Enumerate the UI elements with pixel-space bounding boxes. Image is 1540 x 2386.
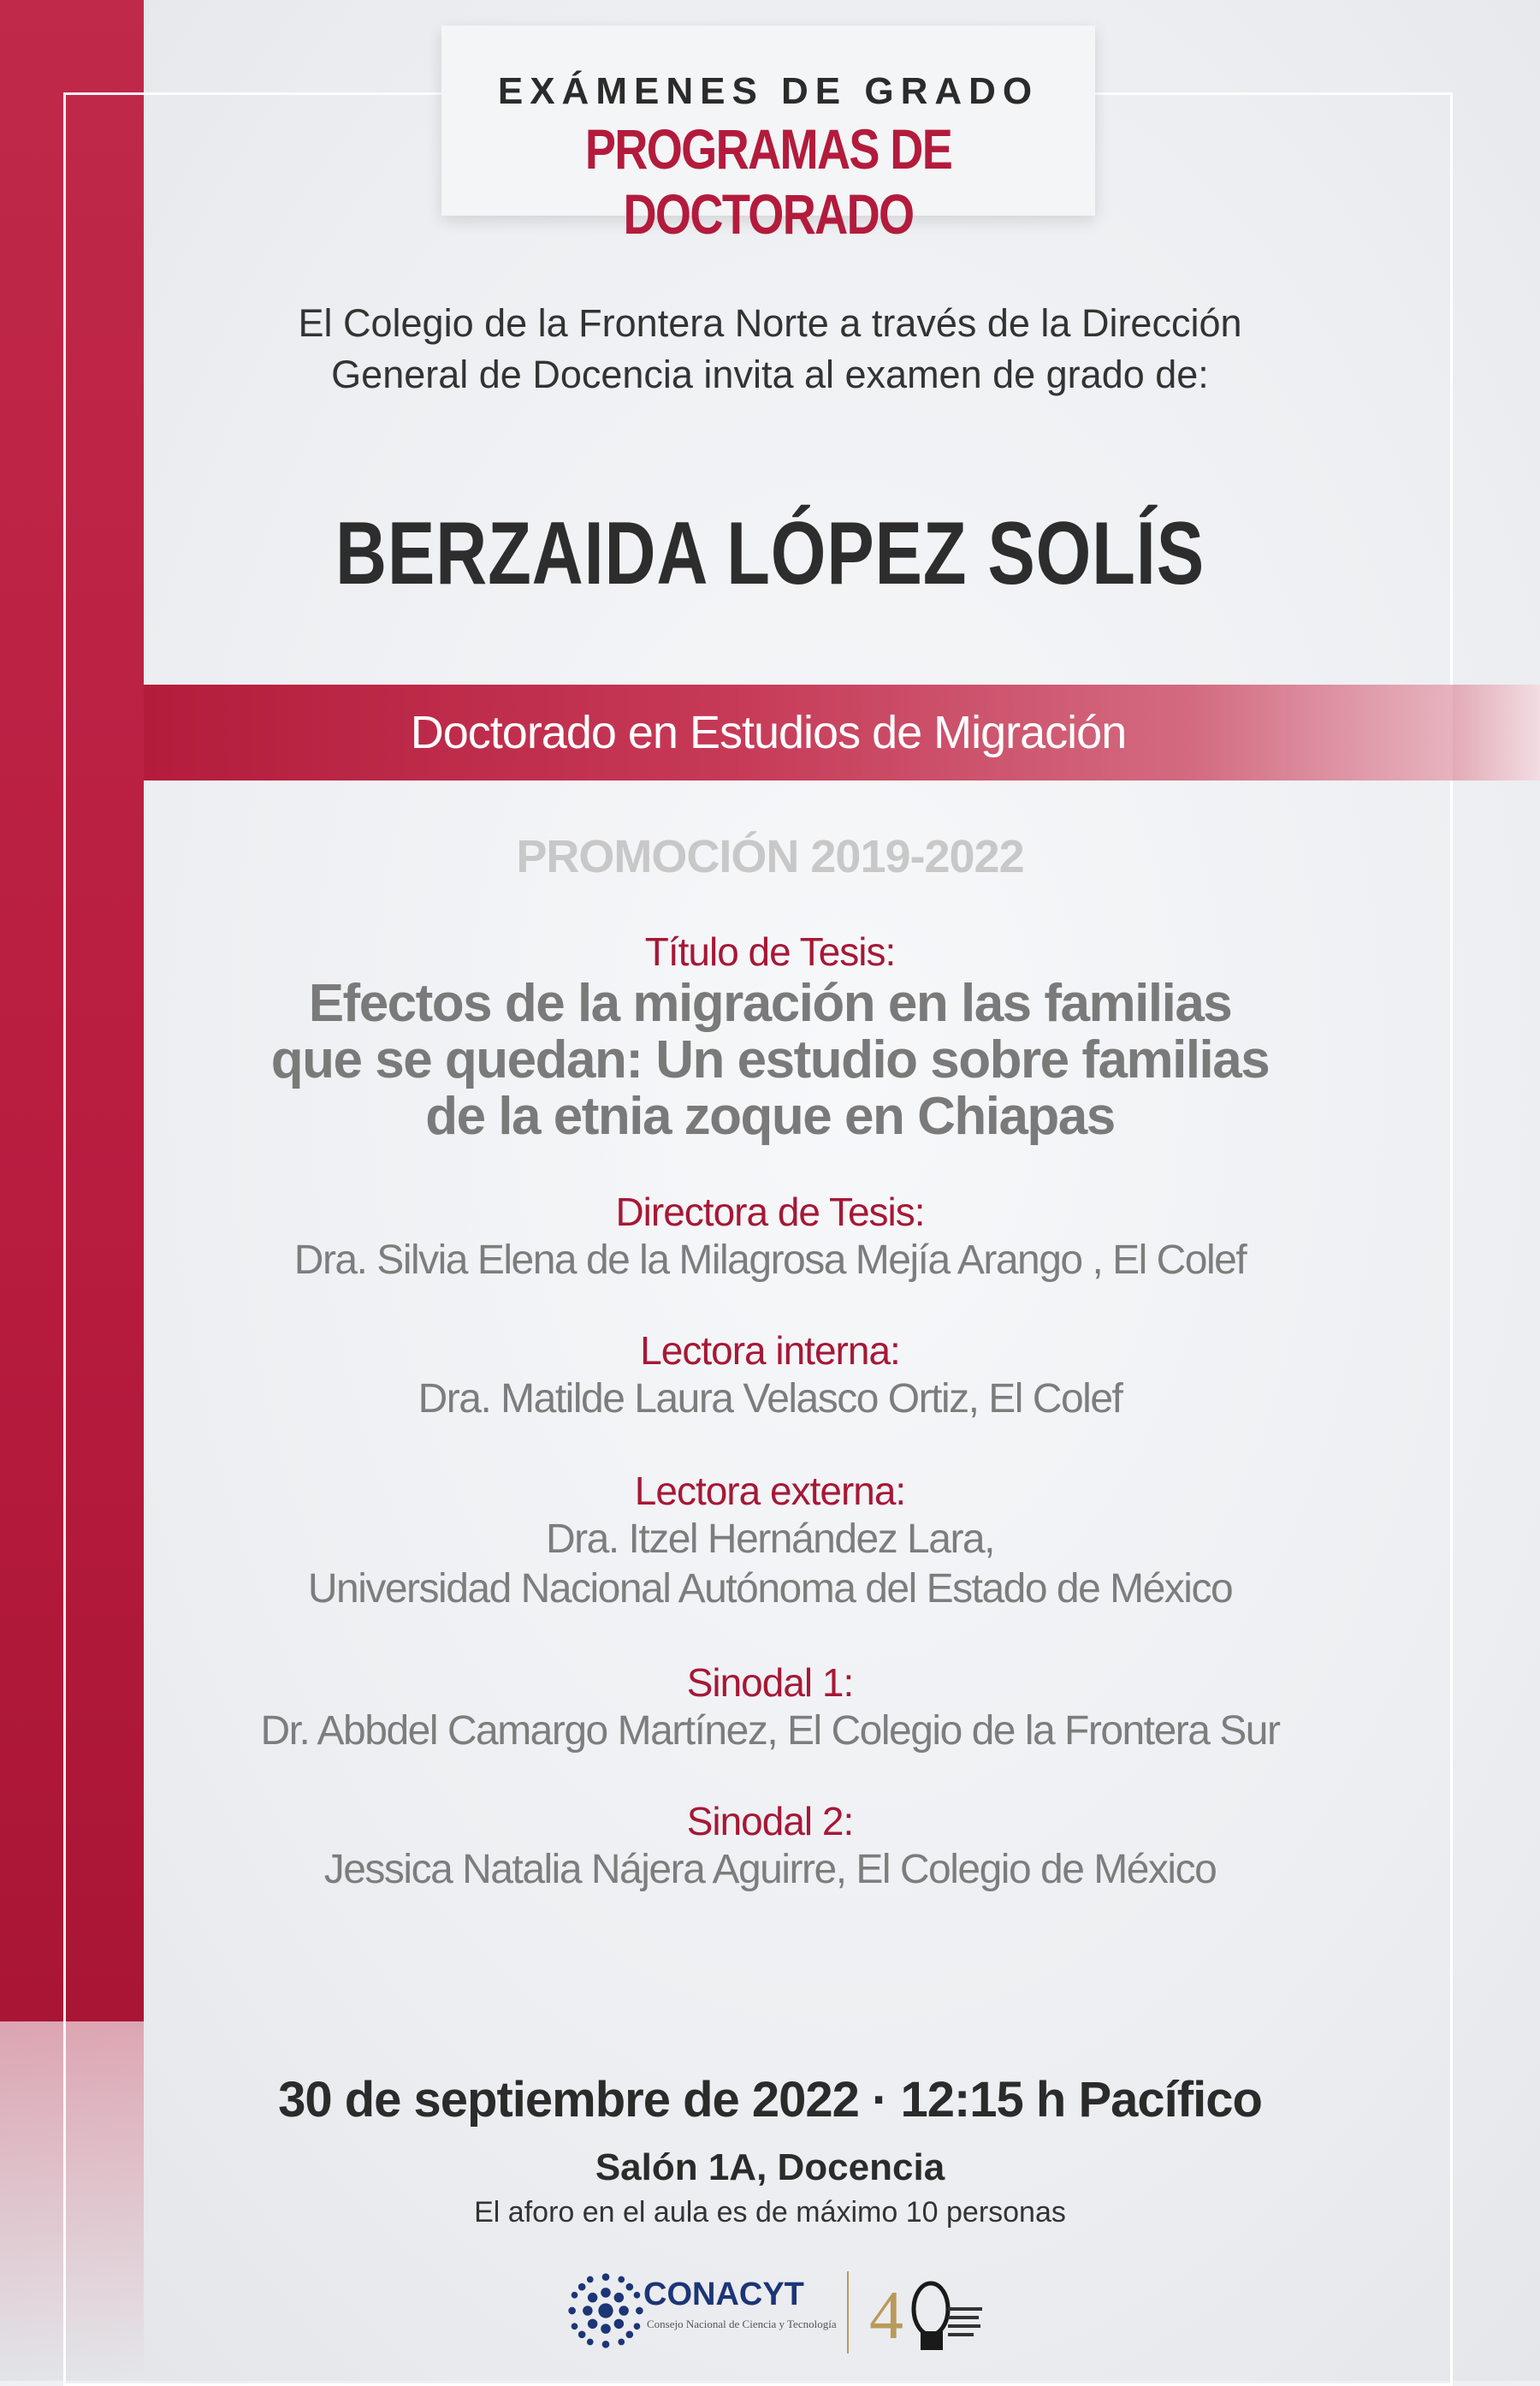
svg-text:4: 4	[869, 2278, 903, 2353]
invitation-line-1: El Colegio de la Frontera Norte a través de la Dirección	[298, 301, 1242, 345]
thesis-label: Título de Tesis:	[644, 929, 896, 974]
event-capacity: El aforo en el aula es de máximo 10 personas	[474, 2196, 1066, 2229]
program-band-extension	[1453, 685, 1540, 780]
external-reader-section	[154, 1467, 1386, 1614]
thesis-title-line-2: que se quedan: Un estudio sobre familias	[270, 1030, 1270, 1089]
external-reader-value-1: Dra. Itzel Hernández Lara,	[546, 1516, 994, 1562]
internal-reader-label: Lectora interna:	[640, 1328, 900, 1373]
footer-logos	[548, 2264, 992, 2359]
sinodal1-value: Dr. Abbdel Camargo Martínez, El Colegio de la Frontera Sur	[260, 1708, 1280, 1754]
thesis-title-line-3: de la etnia zoque en Chiapas	[425, 1087, 1115, 1146]
conacyt-dots-logo-icon	[565, 2270, 647, 2352]
event-room: Salón 1A, Docencia	[595, 2146, 945, 2188]
header-top-title: EXÁMENES DE GRADO	[497, 70, 1040, 112]
thesis-title-line-1: Efectos de la migración en las familias	[308, 974, 1232, 1033]
sinodal2-value: Jessica Natalia Nájera Aguirre, El Colegio de México	[323, 1847, 1217, 1892]
thesis-section	[154, 928, 1386, 1145]
director-label: Directora de Tesis:	[615, 1190, 925, 1234]
header-card	[441, 26, 1095, 246]
sinodal2-label: Sinodal 2:	[686, 1799, 854, 1843]
conacyt-subtitle: Consejo Nacional de Ciencia y Tecnología	[647, 2318, 837, 2330]
sinodal2-section	[154, 1797, 1386, 1895]
director-value: Dra. Silvia Elena de la Milagrosa Mejía Arango , El Colef	[293, 1238, 1247, 1283]
candidate-name: BERZAIDA LÓPEZ SOLÍS	[335, 504, 1205, 603]
invitation-line-2: General de Docencia invita al examen de grado de:	[331, 353, 1209, 396]
director-section	[154, 1188, 1386, 1285]
internal-reader-section	[154, 1327, 1386, 1424]
internal-reader-value: Dra. Matilde Laura Velasco Ortiz, El Colef	[418, 1376, 1122, 1422]
forty-years-colef-logo-icon	[866, 2264, 986, 2359]
logo-divider	[847, 2271, 849, 2353]
external-reader-label: Lectora externa:	[634, 1469, 906, 1513]
conacyt-name: CONACYT	[643, 2276, 804, 2312]
promotion: PROMOCIÓN 2019-2022	[516, 831, 1024, 882]
event-datetime: 30 de septiembre de 2022 · 12:15 h Pacífico	[278, 2072, 1262, 2128]
sinodal1-label: Sinodal 1:	[686, 1660, 854, 1705]
header-main-title: PROGRAMAS DE DOCTORADO	[584, 117, 952, 246]
invitation-text	[171, 298, 1369, 401]
external-reader-value-2: Universidad Nacional Autónoma del Estado de México	[307, 1566, 1233, 1611]
program-name: Doctorado en Estudios de Migración	[410, 707, 1127, 758]
sinodal1-section	[154, 1659, 1386, 1756]
